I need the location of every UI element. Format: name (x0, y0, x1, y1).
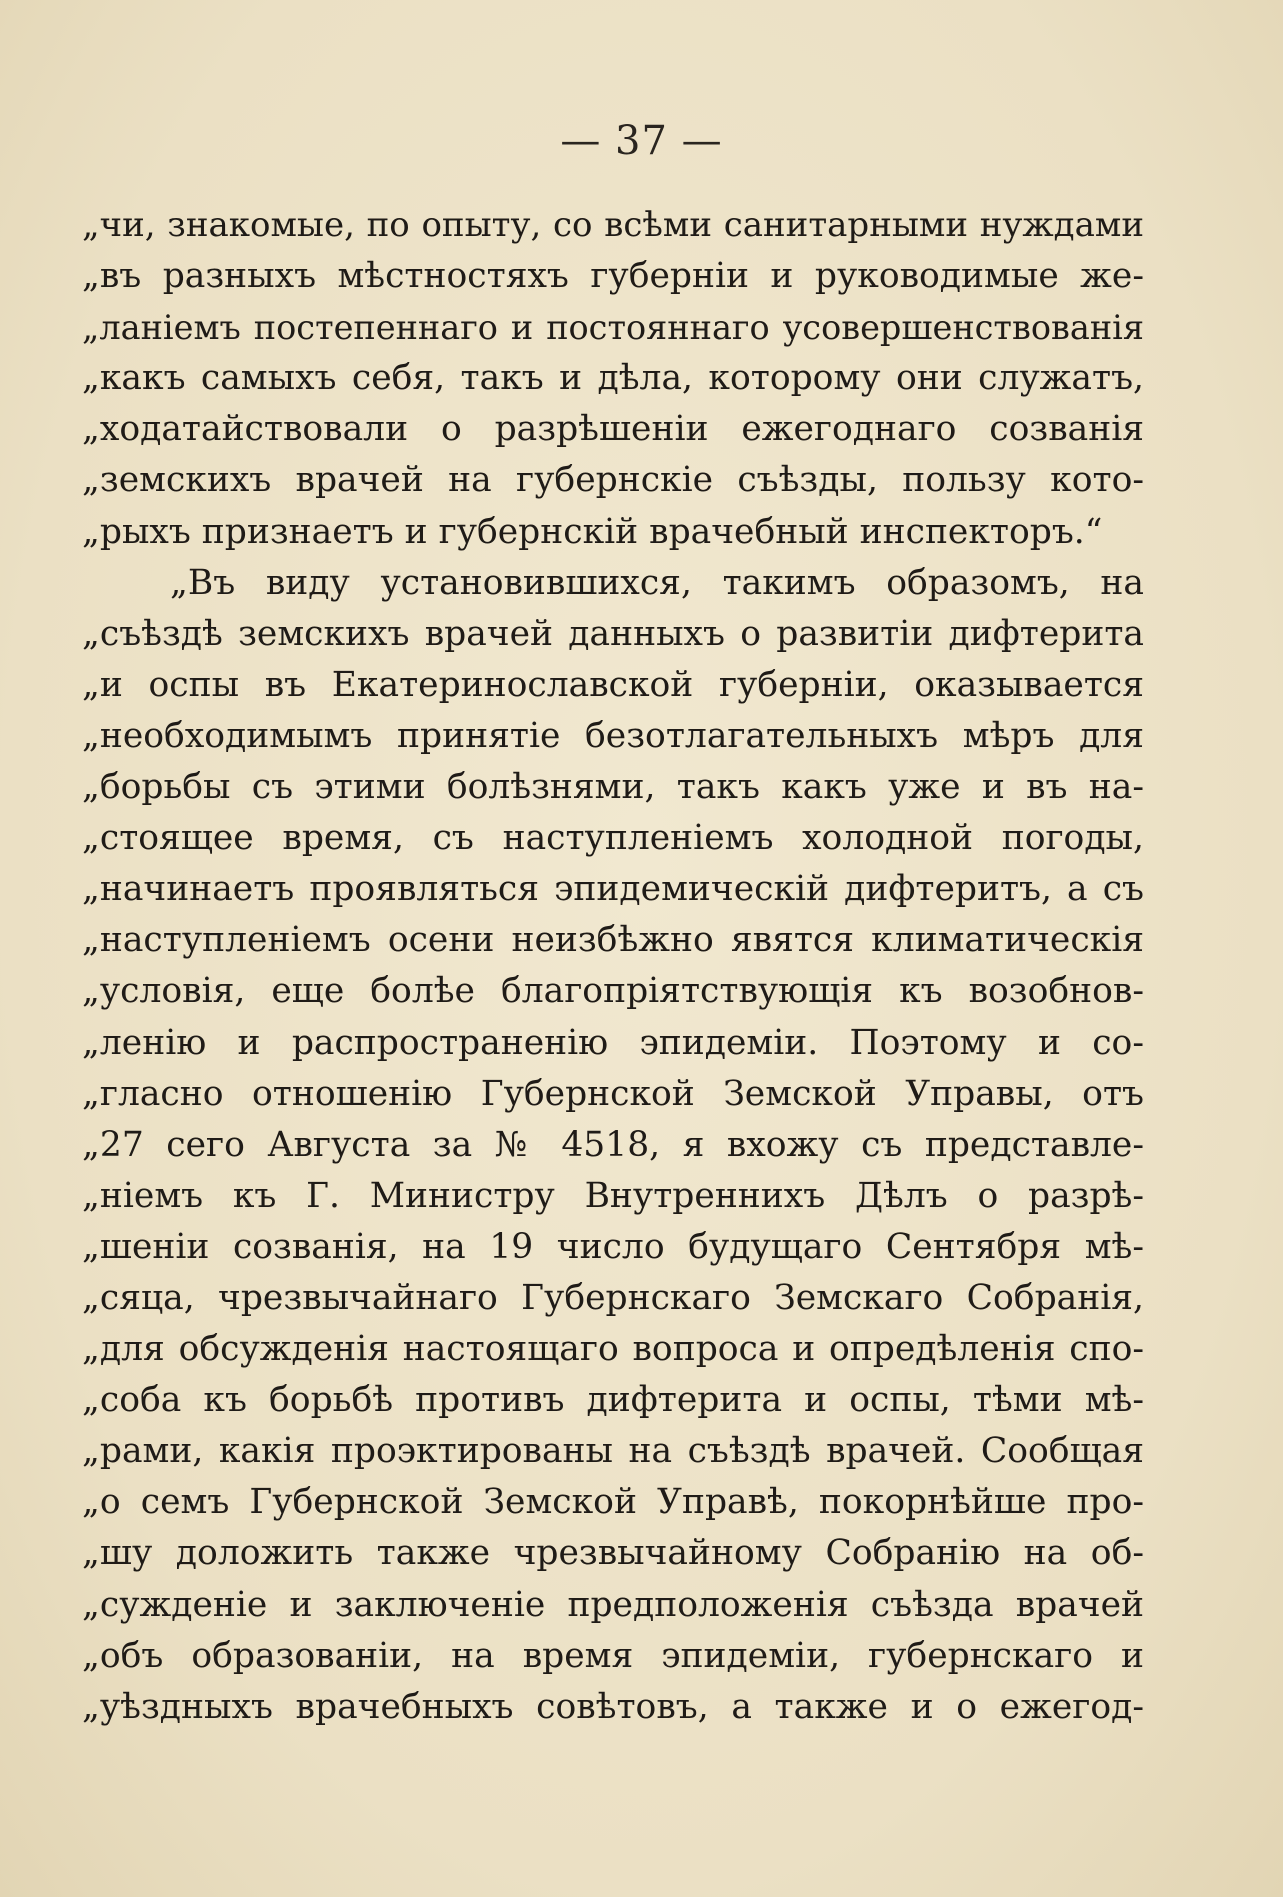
text-line: „какъ самыхъ себя, такъ и дѣла, которому они служатъ, (82, 358, 1144, 399)
text-line: „съѣздѣ земскихъ врачей данныхъ о развитіи дифтерита (82, 613, 1144, 654)
text-line: „о семъ Губернской Земской Управѣ, покорнѣйше про- (82, 1482, 1144, 1523)
text-line: „шу доложить также чрезвычайному Собранію на об- (82, 1533, 1144, 1574)
text-line: „27 сего Августа за № 4518, я вхожу съ представле- (82, 1124, 1144, 1165)
text-line: „стоящее время, съ наступленіемъ холодной погоды, (82, 818, 1144, 859)
text-line: „рыхъ признаетъ и губернскій врачебный инспекторъ.“ (82, 511, 1103, 552)
text-line: „ніемъ къ Г. Министру Внутреннихъ Дѣлъ о разрѣ- (82, 1175, 1144, 1216)
text-line: „ленію и распространенію эпидеміи. Поэтому и со- (82, 1022, 1144, 1063)
text-line: „сужденіе и заключеніе предположенія съѣзда врачей (82, 1584, 1144, 1625)
page-number: — 37 — (560, 118, 723, 164)
text-line: „шеніи созванія, на 19 число будущаго Сентября мѣ- (82, 1226, 1144, 1267)
text-line: „чи, знакомые, по опыту, со всѣми санитарными нуждами (82, 205, 1144, 245)
text-line: „наступленіемъ осени неизбѣжно явятся климатическія (82, 920, 1144, 961)
text-line: „условія, еще болѣе благопріятствующія къ возобнов- (82, 971, 1144, 1012)
body-text (82, 200, 1144, 1733)
text-line: „начинаетъ проявляться эпидемическій дифтеритъ, а съ (82, 869, 1144, 910)
text-line: „ходатайствовали о разрѣшеніи ежегоднаго созванія (82, 409, 1144, 450)
text-line: „земскихъ врачей на губернскіе съѣзды, пользу кото- (82, 460, 1144, 501)
text-line: „ланіемъ постепеннаго и постояннаго усовершенствованія (82, 308, 1144, 348)
text-line: „объ образованіи, на время эпидеміи, губернскаго и (82, 1635, 1144, 1676)
text-line: „борьбы съ этими болѣзнями, такъ какъ уже и въ на- (82, 767, 1144, 808)
text-line: „для обсужденія настоящаго вопроса и опредѣленія спо- (82, 1329, 1144, 1370)
text-line: „гласно отношенію Губернской Земской Управы, отъ (82, 1073, 1144, 1114)
text-line: „необходимымъ принятіе безотлагательныхъ мѣръ для (82, 715, 1144, 756)
text-line: „и оспы въ Екатеринославской губерніи, оказывается (82, 664, 1144, 705)
text-line: „соба къ борьбѣ противъ дифтерита и оспы, тѣми мѣ- (82, 1380, 1144, 1421)
text-line: „сяца, чрезвычайнаго Губернскаго Земскаго Собранія, (82, 1277, 1144, 1318)
text-line: „рами, какія проэктированы на съѣздѣ врачей. Сообщая (82, 1431, 1144, 1472)
text-line: „Въ виду установившихся, такимъ образомъ, на (170, 562, 1144, 603)
text-line: „въ разныхъ мѣстностяхъ губерніи и руководимые же- (82, 256, 1144, 297)
text-line: „уѣздныхъ врачебныхъ совѣтовъ, а также и о ежегод- (82, 1686, 1144, 1727)
